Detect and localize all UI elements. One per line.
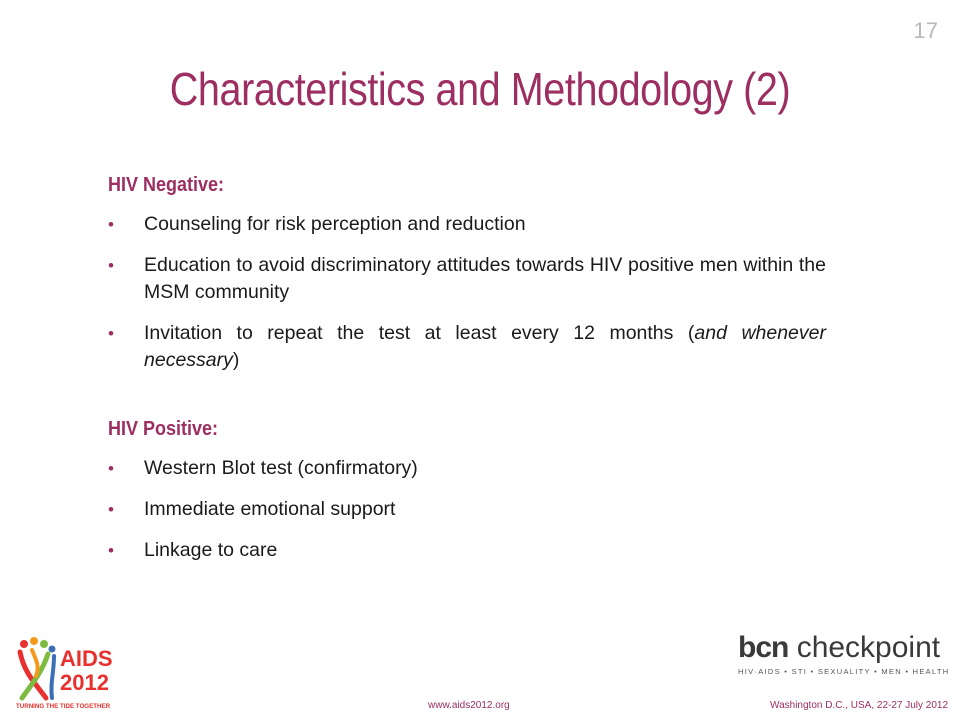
bullet-icon: • (108, 324, 114, 343)
ribbon-people-icon (20, 637, 56, 698)
bullet-item (108, 252, 826, 306)
bullet-icon: • (108, 459, 114, 478)
section-heading-hiv-negative: HIV Negative: (108, 174, 225, 196)
slide-content (108, 168, 826, 578)
checkpoint-brand: bcn checkpoint (738, 631, 941, 664)
bullet-item (108, 537, 826, 564)
checkpoint-subtitle: HIV·AIDS • STI • SEXUALITY • MEN • HEALTH (738, 667, 950, 676)
bullet-text: Western Blot test (confirmatory) (144, 457, 418, 479)
slide-title: Characteristics and Methodology (2) (169, 63, 791, 115)
bullet-item (108, 455, 826, 482)
bullet-text: Linkage to care (144, 539, 278, 561)
bullet-icon: • (108, 500, 114, 519)
bullet-item (108, 211, 826, 238)
aids-logo-line1: AIDS (60, 646, 113, 671)
bullet-text: Counseling for risk perception and reduction (144, 213, 526, 235)
bullet-icon: • (108, 215, 114, 234)
footer-url-link[interactable]: www.aids2012.org (428, 700, 510, 711)
bcn-checkpoint-logo (738, 631, 950, 682)
bullet-text: Invitation to repeat the test at least every 12 months (and whenever necessary) (144, 322, 826, 371)
section-heading-hiv-positive: HIV Positive: (108, 418, 219, 440)
aids-logo-line2: 2012 (60, 670, 109, 695)
page-number: 17 (913, 18, 938, 43)
bullet-text: Immediate emotional support (144, 498, 396, 520)
bullet-icon: • (108, 541, 114, 560)
footer-venue: Washington D.C., USA, 22-27 July 2012 (770, 700, 949, 711)
bullet-icon: • (108, 256, 114, 275)
bullet-item (108, 496, 826, 523)
aids-logo-tagline: TURNING THE TIDE TOGETHER (16, 703, 111, 710)
bullet-text: Education to avoid discriminatory attitudes towards HIV positive men within the MSM community (144, 254, 826, 303)
bullet-item (108, 320, 826, 374)
aids-2012-logo (14, 632, 124, 712)
